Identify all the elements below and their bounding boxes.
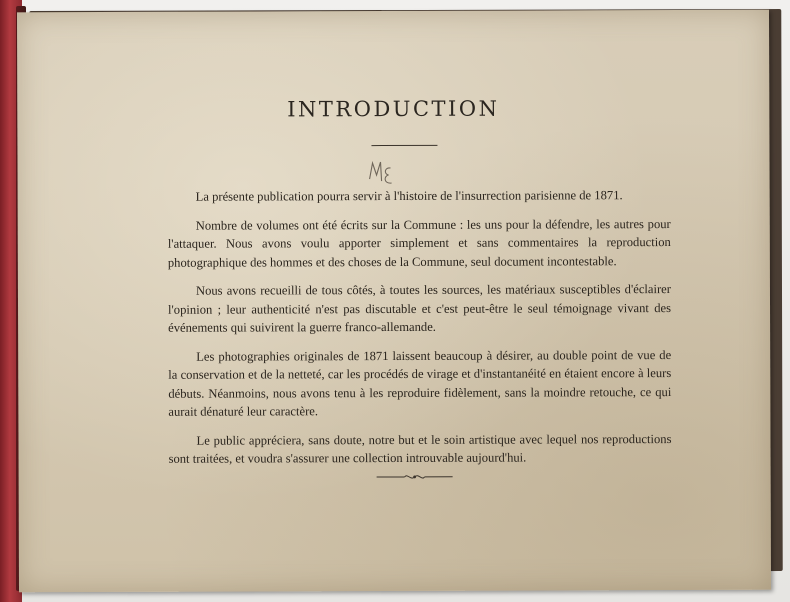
paragraph: Nombre de volumes ont été écrits sur la Commune : les uns pour la défendre, les autres pour l'attaquer. Nous avons voulu apporter simplement et sans commentaires la reproduction photographique des hommes et des choses de la Commune, seul document incontestable.: [167, 216, 671, 270]
paragraph: La présente publication pourra servir à l'histoire de l'insurrection parisienne de 1871.: [195, 188, 623, 204]
book-page: [17, 10, 771, 593]
paragraph: Le public appréciera, sans doute, notre but et le soin artistique avec lequel nos reproductions sont traitées, et voudra s'assurer une collection introuvable aujourd'hui.: [168, 431, 672, 466]
introduction-body: [168, 186, 672, 478]
title-rule: [371, 145, 437, 146]
paragraph: Nous avons recueilli de tous côtés, à toutes les sources, les matériaux susceptibles d'éclairer l'opinion ; leur authenticité n'est pas discutable et c'est peut-être le seul témoignage vivant des événements qui suivirent la guerre franco-allemande.: [168, 282, 672, 335]
paragraph: Les photographies originales de 1871 laissent beaucoup à désirer, au double point de vue de la conservation et de la netteté, car les procédés de virage et d'instantanéité en étaient encore à leurs débuts. Néanmoins, nous avons tenu à les reproduire fidèlement, sans la moindre retouche, ce qui aurait dénaturé leur caractère.: [168, 347, 672, 419]
page-title: INTRODUCTION: [287, 96, 500, 122]
decorative-ornament: [375, 471, 455, 483]
